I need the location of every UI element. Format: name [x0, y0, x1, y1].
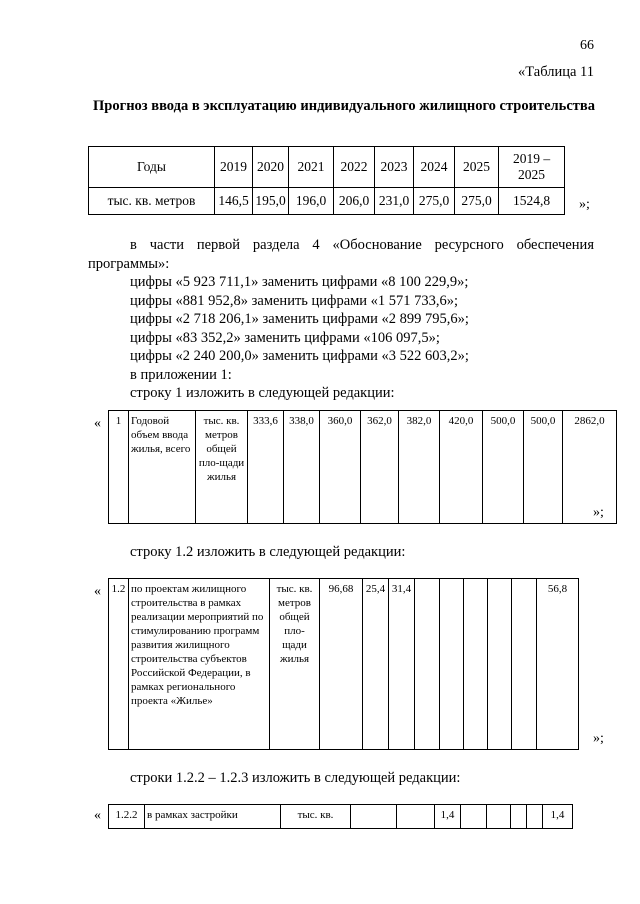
value-cell: 206,0	[334, 188, 375, 215]
year-cell: 2021	[289, 147, 334, 188]
value-cell: 1,4	[435, 805, 461, 829]
value-cell: 1,4	[543, 805, 573, 829]
row-unit-label: тыс. кв. метров	[89, 188, 215, 215]
value-cell: 360,0	[320, 411, 361, 524]
value-cell: 2862,0	[563, 411, 617, 524]
row-unit: тыс. кв. метров общей пло-щади жилья	[196, 411, 248, 524]
value-cell	[512, 579, 537, 750]
header-years-label: Годы	[89, 147, 215, 188]
value-cell	[461, 805, 487, 829]
year-cell: 2019 – 2025	[499, 147, 565, 188]
instruction-rows-1-2-2: строки 1.2.2 – 1.2.3 изложить в следующей редакции:	[130, 770, 461, 786]
row-number: 1.2	[109, 579, 129, 750]
row-number: 1.2.2	[109, 805, 145, 829]
paragraph-line: строку 1 изложить в следующей редакции:	[130, 385, 395, 401]
value-cell: 146,5	[215, 188, 253, 215]
value-cell: 195,0	[253, 188, 289, 215]
value-cell	[397, 805, 435, 829]
paragraph-line: в приложении 1:	[130, 366, 232, 383]
paragraph-line: цифры «2 240 200,0» заменить цифрами «3 522 603,2»;	[130, 348, 469, 364]
value-cell: 420,0	[440, 411, 483, 524]
close-mark: »;	[593, 731, 604, 746]
value-cell: 25,4	[363, 579, 389, 750]
open-quote: «	[94, 808, 101, 823]
paragraph-intro: в части первой раздела 4 «Обоснование ресурсного обеспечения программы»:	[88, 237, 594, 272]
value-cell: 275,0	[414, 188, 455, 215]
value-cell	[440, 579, 464, 750]
open-quote: «	[94, 584, 101, 599]
row-name: в рамках застройки	[145, 805, 281, 829]
forecast-table	[88, 146, 565, 215]
amendment-paragraph	[88, 236, 594, 403]
value-cell: 362,0	[361, 411, 399, 524]
value-cell: 333,6	[248, 411, 284, 524]
value-cell	[351, 805, 397, 829]
year-cell: 2024	[414, 147, 455, 188]
paragraph-line: цифры «5 923 711,1» заменить цифрами «8 100 229,9»;	[130, 274, 469, 290]
value-cell: 96,68	[320, 579, 363, 750]
value-cell	[488, 579, 512, 750]
row-unit: тыс. кв. метров общей пло-щади жилья	[270, 579, 320, 750]
value-cell: 500,0	[524, 411, 563, 524]
value-cell	[487, 805, 511, 829]
value-cell: 338,0	[284, 411, 320, 524]
row-unit: тыс. кв.	[281, 805, 351, 829]
year-cell: 2019	[215, 147, 253, 188]
year-cell: 2022	[334, 147, 375, 188]
open-quote: «	[94, 416, 101, 431]
paragraph-line: цифры «2 718 206,1» заменить цифрами «2 899 795,6»;	[130, 311, 469, 327]
row-1-2-table	[108, 578, 579, 750]
value-cell: 196,0	[289, 188, 334, 215]
close-mark: »;	[593, 505, 604, 520]
paragraph-line: цифры «83 352,2» заменить цифрами «106 097,5»;	[130, 329, 440, 346]
value-cell: 500,0	[483, 411, 524, 524]
row-1-2-2-table	[108, 804, 573, 829]
value-cell	[527, 805, 543, 829]
value-cell: 31,4	[389, 579, 415, 750]
value-cell: 56,8	[537, 579, 579, 750]
table-closing-mark: »;	[579, 197, 590, 212]
year-cell: 2023	[375, 147, 414, 188]
paragraph-line: цифры «881 952,8» заменить цифрами «1 571 733,6»;	[130, 292, 459, 309]
instruction-row-1-2: строку 1.2 изложить в следующей редакции:	[130, 544, 406, 560]
value-cell: 231,0	[375, 188, 414, 215]
row-name: Годовой объем ввода жилья, всего	[129, 411, 196, 524]
value-cell	[464, 579, 488, 750]
document-title: Прогноз ввода в эксплуатацию индивидуального жилищного строительства	[93, 98, 595, 114]
page-number: 66	[580, 38, 594, 53]
value-cell: 382,0	[399, 411, 440, 524]
row-number: 1	[109, 411, 129, 524]
value-cell	[511, 805, 527, 829]
row-name: по проектам жилищного строительства в рамках реализации мероприятий по стимулированию программ развития жилищного строительства субъектов Российской Федерации, в рамках регионального проекта «Жилье»	[129, 579, 270, 750]
year-cell: 2025	[455, 147, 499, 188]
table-reference: «Таблица 11	[518, 64, 594, 80]
value-cell: 275,0	[455, 188, 499, 215]
row-1-table	[108, 410, 617, 524]
value-cell: 1524,8	[499, 188, 565, 215]
value-cell	[415, 579, 440, 750]
year-cell: 2020	[253, 147, 289, 188]
